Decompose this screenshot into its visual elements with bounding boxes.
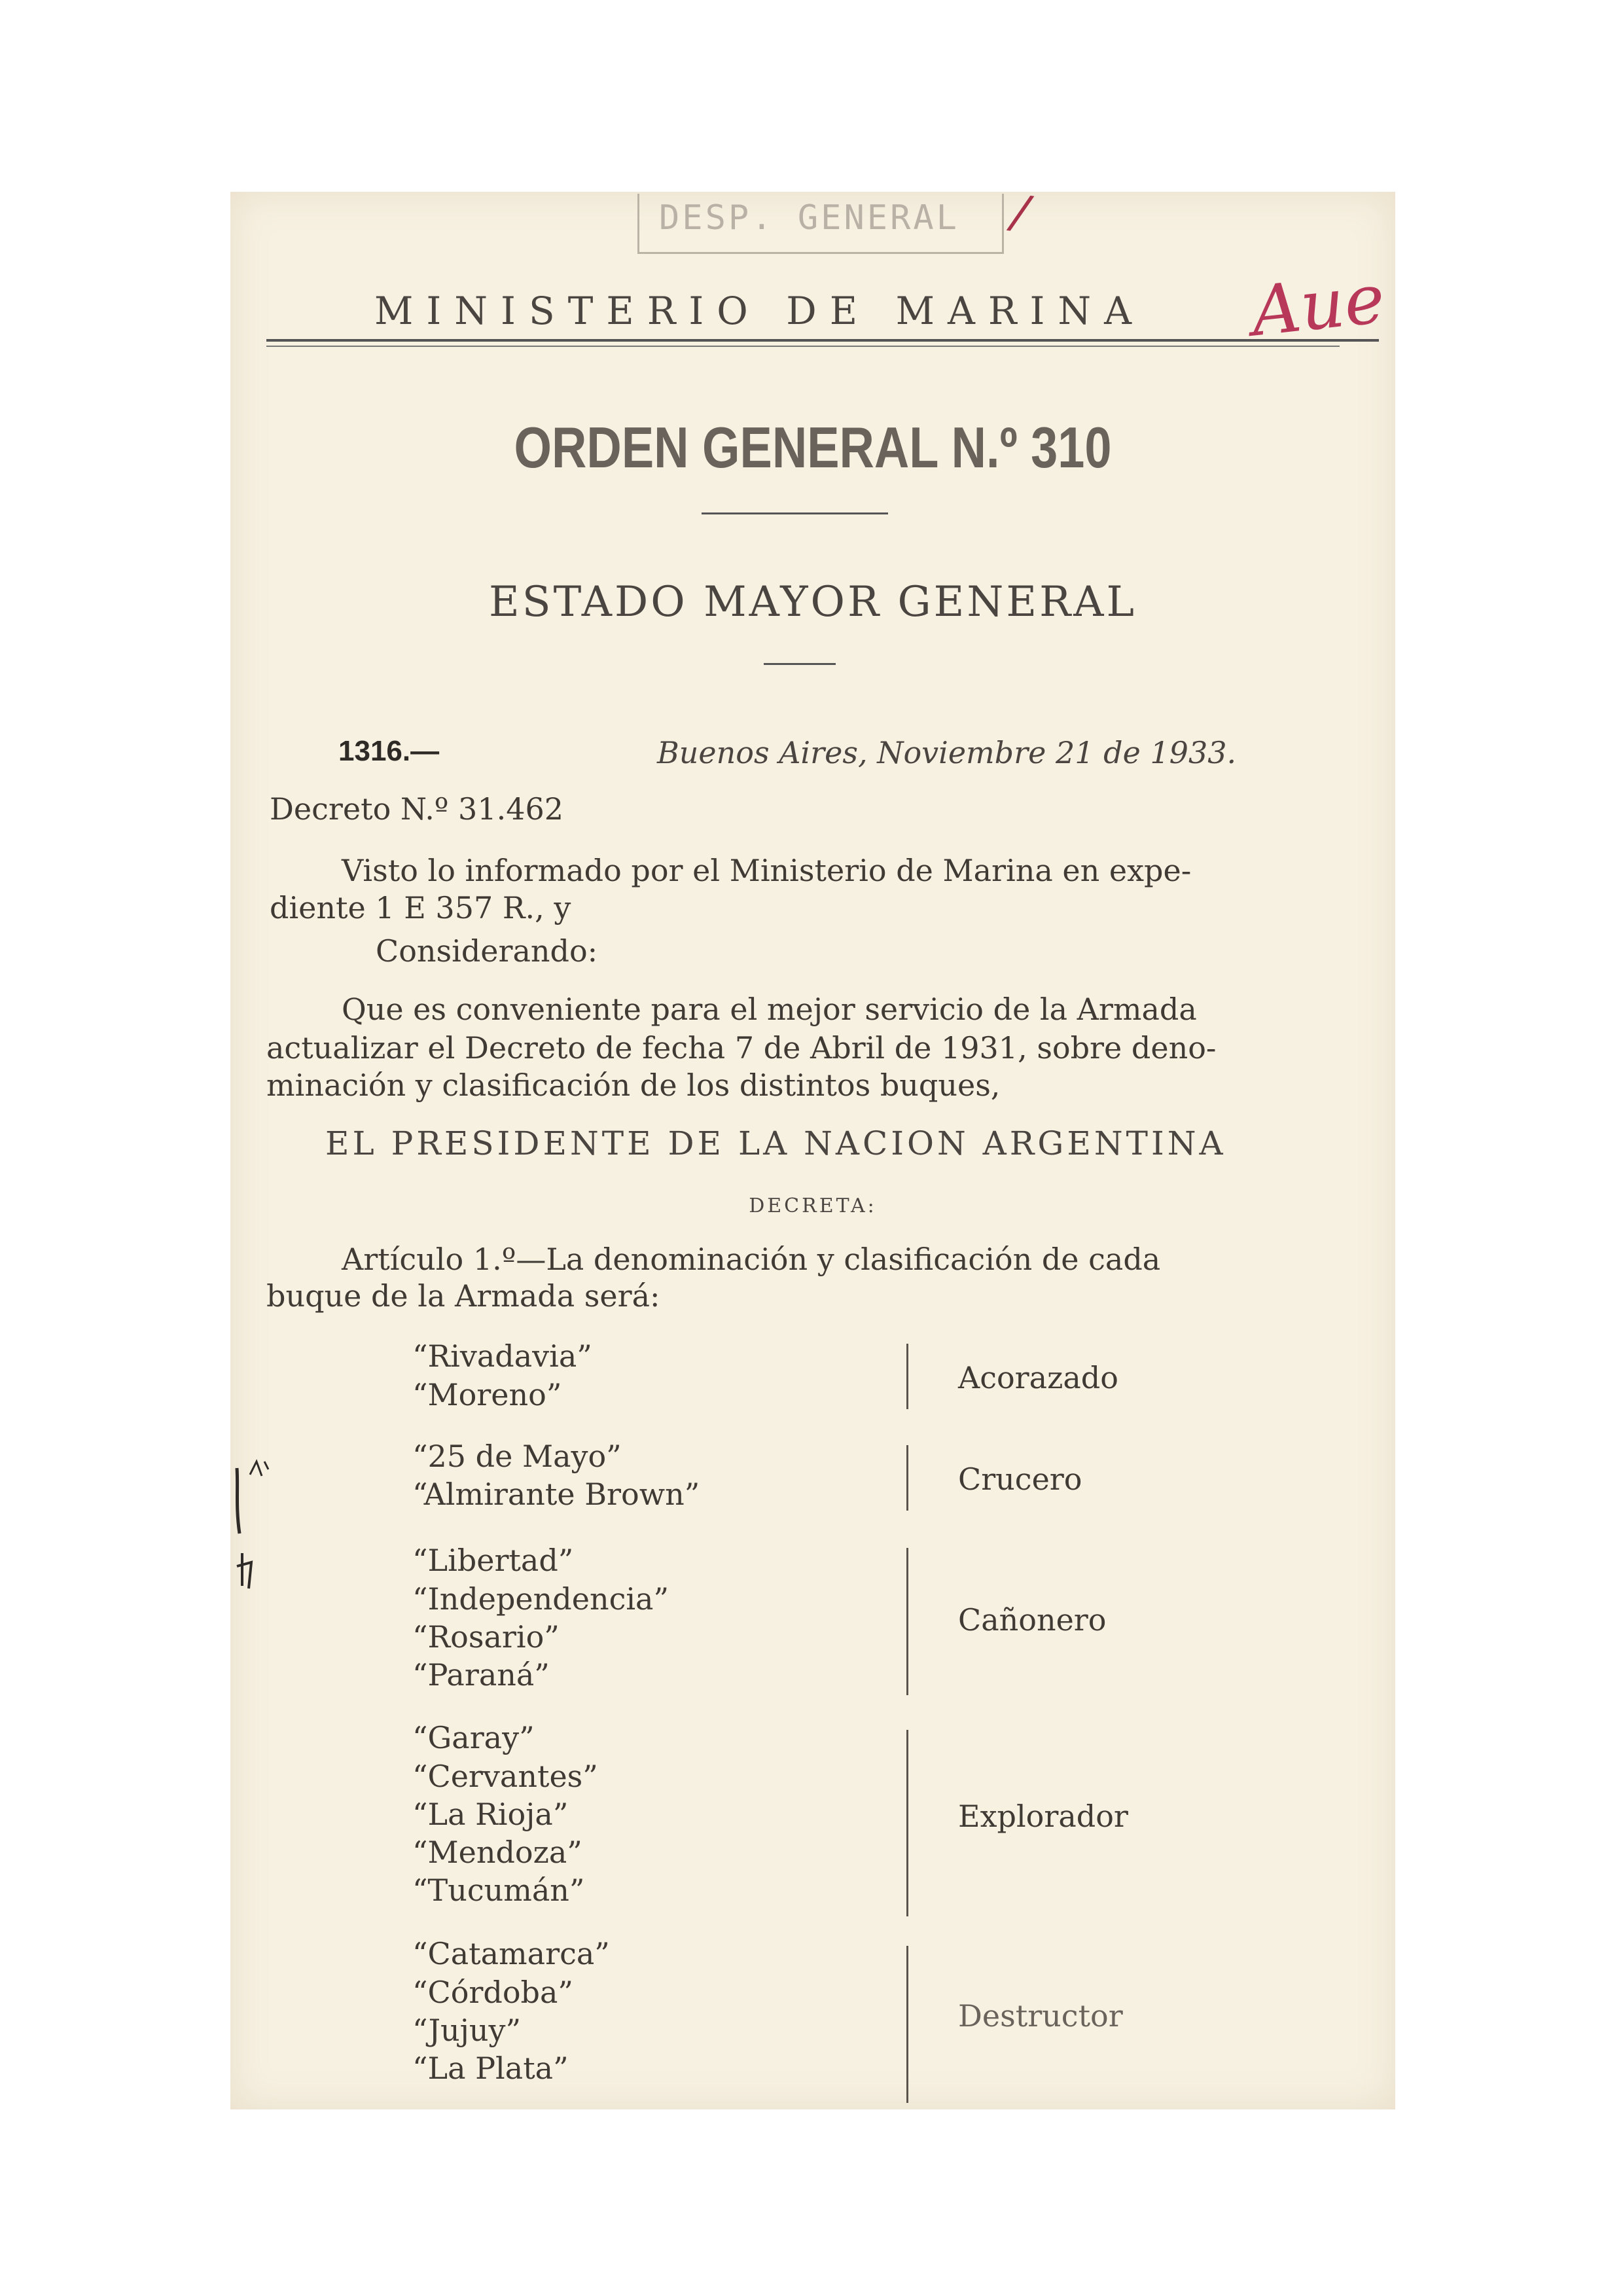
header-rule-thin: [266, 346, 1340, 347]
articulo-line: Artículo 1.º—La denominación y clasificación de cada: [342, 1242, 1161, 1277]
ship-name: “Tucumán”: [412, 1873, 585, 1908]
orden-general-title: ORDEN GENERAL N.º 310: [514, 415, 1112, 480]
visto-paragraph-line: diente 1 E 357 R., y: [270, 890, 571, 925]
handwritten-signature: Aue: [1247, 258, 1389, 352]
ship-name: “La Plata”: [412, 2051, 569, 2086]
ship-name: “25 de Mayo”: [412, 1439, 622, 1474]
ship-name: “Rosario”: [412, 1619, 560, 1655]
margin-pencil-marks: [230, 1448, 315, 1645]
group-brace: [906, 1548, 908, 1695]
que-paragraph-line: minación y clasificación de los distintos buques,: [266, 1067, 1001, 1103]
decreto-number: Decreto N.º 31.462: [270, 791, 564, 827]
ship-classification: Cañonero: [958, 1602, 1107, 1638]
decreta-heading: DECRETA:: [749, 1194, 877, 1217]
group-brace: [906, 1946, 908, 2103]
ship-classification: Crucero: [958, 1462, 1082, 1497]
title-divider: [702, 512, 888, 514]
ship-name: “Mendoza”: [412, 1835, 582, 1870]
group-brace: [906, 1445, 908, 1511]
ship-name: “Independencia”: [412, 1581, 669, 1617]
despacho-stamp: DESP. GENERAL: [637, 194, 1004, 254]
ship-name: “Jujuy”: [412, 2013, 522, 2048]
que-paragraph-line: actualizar el Decreto de fecha 7 de Abril de 1931, sobre deno-: [266, 1030, 1217, 1066]
ship-classification: Destructor: [958, 1998, 1123, 2034]
pencil-tick-mark: /: [1008, 184, 1032, 240]
que-paragraph-line: Que es conveniente para el mejor servicio de la Armada: [342, 992, 1197, 1027]
group-brace: [906, 1730, 908, 1916]
visto-paragraph-line: Visto lo informado por el Ministerio de Marina en expe-: [342, 853, 1192, 888]
ship-classification: Explorador: [958, 1799, 1128, 1834]
ship-name: “Paraná”: [412, 1657, 550, 1693]
ship-name: “Rivadavia”: [412, 1338, 592, 1374]
presidente-heading: EL PRESIDENTE DE LA NACION ARGENTINA: [325, 1124, 1226, 1162]
header-rule: [266, 339, 1379, 342]
group-brace: [906, 1344, 908, 1409]
ship-name: “Catamarca”: [412, 1936, 610, 1971]
ship-classification: Acorazado: [958, 1360, 1118, 1395]
ship-name: “Moreno”: [412, 1377, 562, 1412]
document-page: [230, 184, 1395, 2109]
ship-name: “La Rioja”: [412, 1797, 569, 1832]
ship-name: “Almirante Brown”: [412, 1477, 700, 1512]
date-line: Buenos Aires, Noviembre 21 de 1933.: [657, 735, 1237, 770]
section-heading: ESTADO MAYOR GENERAL: [489, 578, 1137, 626]
ship-name: “Libertad”: [412, 1543, 574, 1578]
ship-name: “Cervantes”: [412, 1759, 598, 1794]
considerando-heading: Considerando:: [376, 933, 598, 969]
entry-number: 1316.—: [338, 735, 440, 767]
ship-name: “Córdoba”: [412, 1975, 573, 2010]
ship-name: “Garay”: [412, 1720, 535, 1755]
articulo-line: buque de la Armada será:: [266, 1278, 660, 1314]
section-divider: [764, 663, 836, 665]
ministry-header: MINISTERIO DE MARINA: [374, 289, 1145, 333]
